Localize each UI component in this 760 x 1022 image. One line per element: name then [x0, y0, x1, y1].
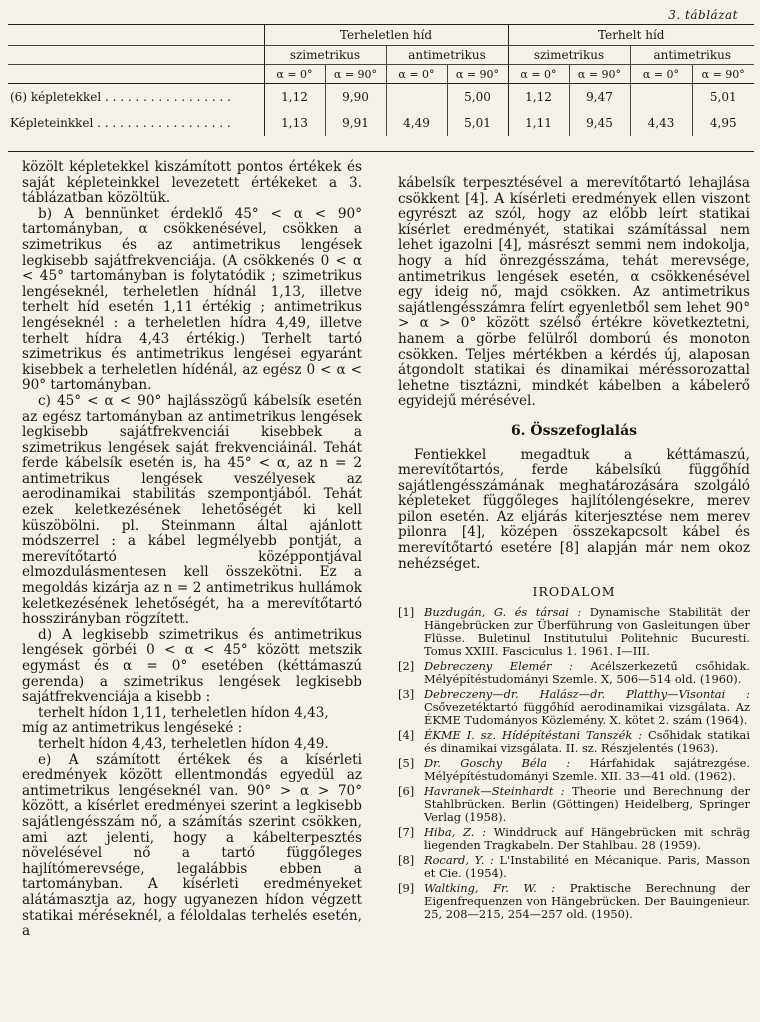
paragraph: b) A bennünket érdeklő 45° < α < 90° tartományban, α csökkenésével, csökken a szimetrikus és az antimetrikus lengések legkisebb sajátfrekvenciája. (A csökkenés 0 < α < 45° tartományban is folytatódik ; szimetrikus lengéseknél, terheletlen hídnál 1,13, illetve terhelt híd esetén 1,11 értékig ; antimetrikus lengéseknél : a terheletlen hídra 4,49, illetve terhelt hídra 4,43 értékig.) Terhelt tartó szimetrikus és antimetrikus lengései egyaránt kisebbek a terheletlen hídénál, az egész 0 < α < 90° tartományban.	[22, 205, 362, 394]
reference-number: [5]	[398, 755, 415, 770]
reference-text: Csőhidak statikai és dinamikai vizsgálata. II. sz. Részjelentés (1963).	[424, 727, 750, 755]
reference-item	[398, 826, 750, 852]
reference-author: Hiba, Z. :	[424, 824, 487, 839]
table-cell: 1,12	[508, 84, 569, 111]
subgroup-header: antimetrikus	[630, 46, 754, 65]
left-column	[22, 160, 362, 940]
reference-number: [6]	[398, 783, 415, 798]
reference-text: Praktische Berechnung der Eigenfrequenzen von Hängebrücken. Der Bauingenieur. 25, 208—215, 254—257 old. (1950).	[424, 880, 751, 921]
table-cell: 4,49	[386, 110, 447, 136]
reference-author: Debreczeny Elemér :	[424, 658, 573, 673]
reference-text: Winddruck auf Hängebrücken mit schräg liegenden Tragkabeln. Der Stahlbau. 28 (1959).	[424, 824, 750, 852]
reference-number: [7]	[398, 824, 415, 839]
group-header-unloaded: Terheletlen híd	[264, 25, 508, 46]
table-cell: 9,45	[569, 110, 630, 136]
paragraph: közölt képletekkel kiszámított pontos értékek és saját képleteinkkel levezetett értékeket a 3. táblázatban közöltük.	[22, 159, 362, 207]
angle-header: α = 90°	[692, 65, 754, 84]
reference-author: Buzdugán, G. és társai :	[424, 604, 582, 619]
reference-item	[398, 688, 750, 727]
subgroup-header: szimetrikus	[508, 46, 630, 65]
table-cell: 1,11	[508, 110, 569, 136]
reference-author: Rocard, Y. :	[424, 852, 494, 867]
reference-item	[398, 606, 750, 658]
reference-item	[398, 660, 750, 686]
angle-header: α = 90°	[447, 65, 508, 84]
table-row	[8, 110, 754, 136]
row-label: Képleteinkkel . . . . . . . . . . . . . . . . . .	[10, 116, 231, 130]
table-cell: 1,12	[264, 84, 325, 111]
reference-number: [4]	[398, 727, 415, 742]
table-bottom-rule	[8, 151, 754, 152]
references-title: IRODALOM	[532, 584, 616, 600]
table-cell: 4,43	[630, 110, 692, 136]
table-row	[8, 84, 754, 111]
result-line: míg az antimetrikus lengéseké :	[22, 720, 243, 737]
reference-item	[398, 729, 750, 755]
angle-header: α = 90°	[569, 65, 630, 84]
reference-text: L'Instabilité en Mécanique. Paris, Masson et Cie. (1954).	[424, 852, 750, 880]
paragraph: kábelsík terpesztésével a merevítőtartó lehajlása csökkent [4]. A kísérleti eredmények ellen viszont egyrészt az szól, hogy az előbb leírt statikai kísérlet eredményét, statikai számítással nem lehet igazolni [4], másrészt semmi nem indokolja, hogy a híd önrezgésszáma, tehát merevsége, antimetrikus lengések esetén, α csökkenésével egy ideig nő, majd csökken. Az antimetrikus sajátlengésszámra felírt egyenletből sem lehet 90° > α > 0° között szélső értékre következtetni, hanem a görbe felülről domború és monoton csökken. Teljes mértékben a kérdés új, alaposan átgondolt statikai és dinamikai méréssorozattal lehetne tisztázni, mindkét kábelben a kábelerő egyidejű mérésével.	[398, 175, 750, 410]
reference-item	[398, 882, 750, 921]
reference-author: Dr. Goschy Béla :	[424, 755, 571, 770]
angle-header: α = 90°	[325, 65, 386, 84]
table-cell: 5,00	[447, 84, 508, 111]
paragraph: Fentiekkel megadtuk a kéttámaszú, merevítőtartós, ferde kábelsíkú függőhíd sajátlengésszámának meghatározására szolgáló képleteket függőleges hajlítólengésekre, merev pilon esetén. Az eljárás kiterjesztése nem merev pilonra [4], középen összekapcsolt kábel és merevítőtartó esetére [8] alapján már nem okoz nehézséget.	[398, 446, 750, 572]
reference-text: Hárfahidak sajátrezgése. Mélyépítéstudományi Szemle. XII. 33—41 old. (1962).	[424, 755, 750, 783]
section-title: 6. Összefoglalás	[510, 422, 638, 439]
reference-text: Dynamische Stabilität der Hängebrücken zur Überführung von Gasleitungen über Flüsse. Buletinul Institutului Politehnic Bucuresti. Tomus XXIII. Fasciculus 1. 1961. I—III.	[424, 604, 750, 658]
references-list	[398, 606, 750, 921]
paragraph: e) A számított értékek és a kísérleti eredmények között ellentmondás egyedül az antimetrikus lengéseknél van. 90° > α > 70° között, a kísérlet eredményei szerint a legkisebb sajátlengésszám nő, a számítás szerint csökken, ami azt jelenti, hogy a kábelterpesztés növelésével nő a tartó függőleges hajlítómerevsége, legalábbis ebben a tartományban. A kísérleti eredményeket alátámasztja az, hogy ugyanezen hídon végzett statikai méréseknél, a féloldalas terhelés esetén, a	[22, 751, 362, 940]
reference-number: [3]	[398, 686, 415, 701]
table-cell: 9,91	[325, 110, 386, 136]
angle-header: α = 0°	[264, 65, 325, 84]
table-cell: 5,01	[692, 84, 754, 111]
angle-header: α = 0°	[386, 65, 447, 84]
reference-author: Debreczeny—dr. Halász—dr. Platthy—Visontai :	[424, 686, 750, 701]
results-table	[8, 24, 754, 136]
reference-text: Csővezetéktartó függőhíd aerodinamikai vizsgálata. Az ÉKME Tudományos Közlemény. X. kötet 2. szám (1964).	[424, 699, 750, 727]
table-cell: 5,01	[447, 110, 508, 136]
reference-number: [2]	[398, 658, 415, 673]
table-number: 3. táblázat	[668, 8, 738, 22]
reference-item	[398, 785, 750, 824]
table-cell: 4,95	[692, 110, 754, 136]
reference-number: [9]	[398, 880, 415, 895]
table-corner	[8, 25, 264, 46]
right-column	[398, 176, 750, 923]
result-line: terhelt hídon 4,43, terheletlen hídon 4,49.	[38, 735, 329, 752]
table-cell: 9,90	[325, 84, 386, 111]
result-line: terhelt hídon 1,11, terheletlen hídon 4,43,	[38, 704, 329, 721]
table-cell	[386, 84, 447, 111]
reference-text: Acélszerkezetű csőhidak. Mélyépítéstudományi Szemle. X, 506—514 old. (1960).	[424, 658, 750, 686]
reference-item	[398, 757, 750, 783]
paragraph: c) 45° < α < 90° hajlásszögű kábelsík esetén az egész tartományban az antimetrikus lengések legkisebb sajátfrekvenciái kisebbek a szimetrikus lengések saját frekvenciáinál. Tehát ferde kábelsík esetén is, ha 45° < α, az n = 2 antimetrikus lengések veszélyesek az aerodinamikai stabilitás szempontjából. Tehát ezek keletkezésének lehetőségét ki kell küszöbölni. pl. Steinmann által ajánlott módszerrel : a kábel legmélyebb pontját, a merevítőtartó középpontjával elmozdulásmentesen kell összekötni. Ez a megoldás kizárja az n = 2 antimetrikus hullámok keletkezésének lehetőségét, ha a merevítőtartó hosszirányban rögzített.	[22, 392, 362, 628]
table-cell: 9,47	[569, 84, 630, 111]
row-label: (6) képletekkel . . . . . . . . . . . . . . . . .	[10, 90, 231, 104]
angle-header: α = 0°	[630, 65, 692, 84]
paragraph: d) A legkisebb szimetrikus és antimetrikus lengések görbéi 0 < α < 45° között metszik egymást és α = 0° esetében (kéttámaszú gerenda) a szimetrikus lengések legkisebb sajátfrekvenciája a kisebb :	[22, 626, 362, 706]
reference-text: Theorie und Berechnung der Stahlbrücken. Berlin (Göttingen) Heidelberg, Springer Verlag (1958).	[424, 783, 750, 824]
reference-number: [1]	[398, 604, 415, 619]
reference-author: ÉKME I. sz. Hídépítéstani Tanszék :	[424, 727, 643, 742]
subgroup-header: antimetrikus	[386, 46, 508, 65]
group-header-loaded: Terhelt híd	[508, 25, 754, 46]
table-cell: 1,13	[264, 110, 325, 136]
table-cell	[630, 84, 692, 111]
reference-item	[398, 854, 750, 880]
angle-header: α = 0°	[508, 65, 569, 84]
reference-author: Waltking, Fr. W. :	[424, 880, 556, 895]
reference-author: Havranek—Steinhardt :	[424, 783, 565, 798]
reference-number: [8]	[398, 852, 415, 867]
subgroup-header: szimetrikus	[264, 46, 386, 65]
